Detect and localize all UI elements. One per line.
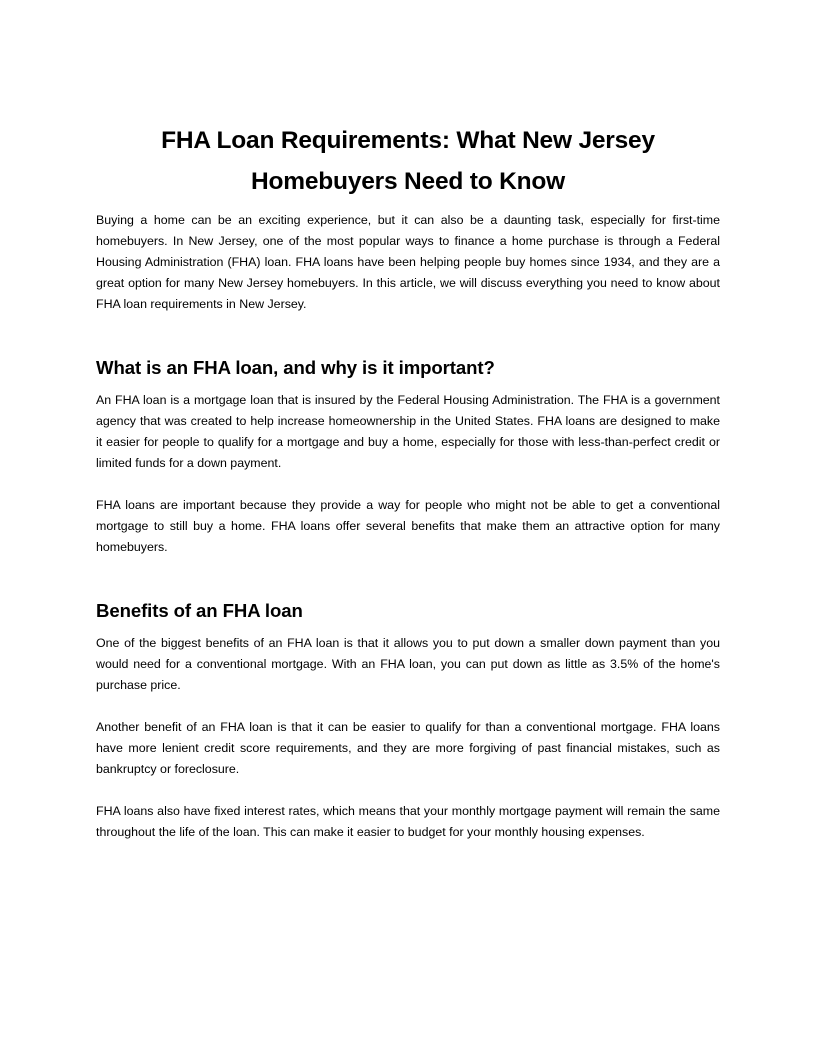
document-title: FHA Loan Requirements: What New Jersey Homebuyers Need to Know <box>161 127 655 195</box>
section-2-paragraph-1: One of the biggest benefits of an FHA loan is that it allows you to put down a smaller down payment than you would need for a conventional mortgage. With an FHA loan, you can put down as little as 3.5% of the home's purchase price. <box>96 636 720 692</box>
section-1-paragraph-1: An FHA loan is a mortgage loan that is insured by the Federal Housing Administration. The FHA is a government agency that was created to help increase homeownership in the United States. FHA loans are designed to make it easier for people to qualify for a mortgage and buy a home, especially for those with less-than-perfect credit or limited funds for a down payment. <box>96 393 720 470</box>
section-heading-what-is-fha: What is an FHA loan, and why is it important? <box>96 357 495 378</box>
document-page <box>96 120 720 843</box>
section-2-paragraph-2: Another benefit of an FHA loan is that it can be easier to qualify for than a conventional mortgage. FHA loans have more lenient credit score requirements, and they are more forgiving of past financial mistakes, such as bankruptcy or foreclosure. <box>96 720 720 776</box>
section-heading-benefits: Benefits of an FHA loan <box>96 600 303 621</box>
intro-paragraph: Buying a home can be an exciting experience, but it can also be a daunting task, especially for first-time homebuyers. In New Jersey, one of the most popular ways to finance a home purchase is through a Federal Housing Administration (FHA) loan. FHA loans have been helping people buy homes since 1934, and they are a great option for many New Jersey homebuyers. In this article, we will discuss everything you need to know about FHA loan requirements in New Jersey. <box>96 213 720 311</box>
section-1-paragraph-2: FHA loans are important because they provide a way for people who might not be able to get a conventional mortgage to still buy a home. FHA loans offer several benefits that make them an attractive option for many homebuyers. <box>96 498 720 554</box>
section-2-paragraph-3: FHA loans also have fixed interest rates, which means that your monthly mortgage payment will remain the same throughout the life of the loan. This can make it easier to budget for your monthly housing expenses. <box>96 804 720 839</box>
